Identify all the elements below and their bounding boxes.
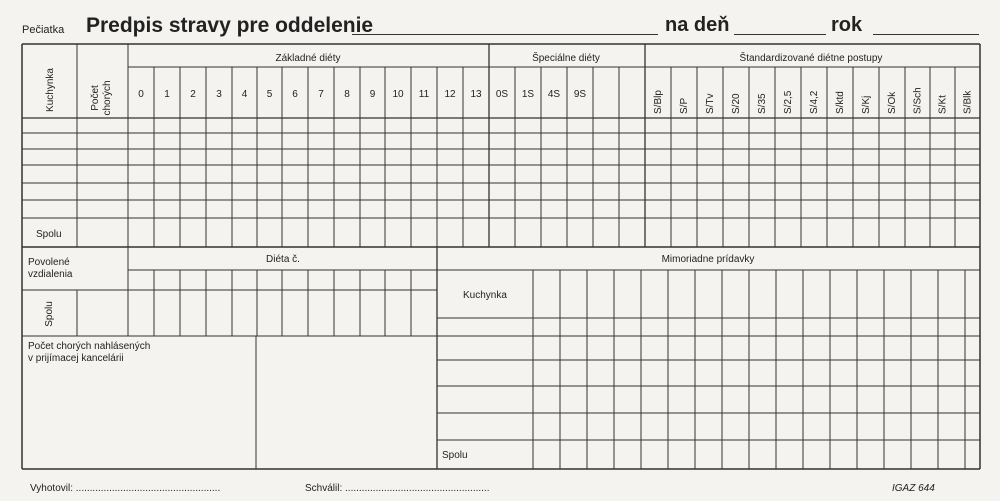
col-kuchynka: Kuchynka (45, 68, 56, 112)
permitted-distance-line2: vzdialenia (28, 269, 73, 280)
standard-procedure-col-3: S/20 (731, 93, 742, 114)
standard-procedure-col-0: S/Blp (653, 90, 664, 114)
basic-diet-col-6: 6 (292, 89, 298, 100)
special-diet-col-1s: 1S (521, 89, 535, 100)
standard-procedure-col-7: S/ktd (835, 91, 846, 114)
basic-diet-col-1: 1 (164, 89, 170, 100)
basic-diet-col-13: 13 (470, 89, 482, 100)
basic-diet-col-4: 4 (241, 89, 248, 100)
approved-by: Schválil: .................................................... (305, 483, 490, 494)
reported-line2: v prijímacej kancelárii (28, 353, 124, 364)
col-pocet-line2: chorých (102, 80, 113, 116)
standard-procedure-col-10: S/Sch (912, 87, 924, 114)
permitted-distance-line1: Povolené (28, 257, 70, 268)
basic-diet-col-8: 8 (344, 89, 350, 100)
basic-diet-col-7: 7 (318, 89, 324, 100)
standard-procedure-col-8: S/Kj (861, 95, 872, 114)
col-pocet-line1: Počet (90, 85, 101, 111)
standard-procedure-col-9: S/Ok (887, 91, 898, 114)
lower-spolu-label: Spolu (442, 450, 468, 461)
standard-procedure-col-1: S/P (679, 97, 690, 114)
basic-diet-col-5: 5 (266, 89, 273, 100)
special-diet-col-9s: 9S (573, 89, 587, 100)
standard-procedure-col-5: S/2,5 (783, 90, 794, 114)
basic-diet-col-3: 3 (216, 89, 222, 100)
special-diet-col-0s: 0S (495, 89, 509, 100)
day-label: na deň (665, 14, 730, 36)
year-label: rok (831, 14, 863, 36)
reported-line1: Počet chorých nahlásených (28, 341, 151, 352)
stamp-label: Pečiatka (22, 24, 65, 36)
extra-additions-label: Mimoriadne prídavky (661, 254, 755, 265)
basic-diet-col-10: 10 (392, 89, 404, 100)
group-special-diets: Špeciálne diéty (532, 53, 600, 64)
standard-procedure-col-6: S/4,2 (809, 90, 820, 114)
special-diet-col-4s: 4S (547, 89, 561, 100)
standard-procedure-col-4: S/35 (757, 93, 768, 114)
diet-number-label: Diéta č. (266, 254, 300, 265)
basic-diet-col-12: 12 (444, 89, 456, 100)
standard-procedure-col-2: S/Tv (705, 93, 716, 114)
standard-procedure-col-12: S/Blk (962, 90, 974, 114)
standard-procedure-col-11: S/Kt (937, 95, 949, 114)
group-standard-procedures: Štandardizované diétne postupy (739, 53, 883, 64)
prepared-by: Vyhotovil: .................................................... (30, 483, 221, 494)
group-basic-diets: Základné diéty (275, 53, 341, 64)
spolu-label: Spolu (36, 229, 62, 240)
form-code: IGAZ 644 (892, 483, 935, 494)
lower-kuchynka-label: Kuchynka (463, 290, 507, 301)
basic-diet-col-9: 9 (369, 89, 376, 100)
form-title: Predpis stravy pre oddelenie (86, 14, 374, 37)
basic-diet-col-11: 11 (418, 89, 430, 100)
spolu-vertical-label: Spolu (44, 301, 55, 327)
basic-diet-col-0: 0 (138, 89, 144, 100)
basic-diet-col-2: 2 (190, 89, 196, 100)
